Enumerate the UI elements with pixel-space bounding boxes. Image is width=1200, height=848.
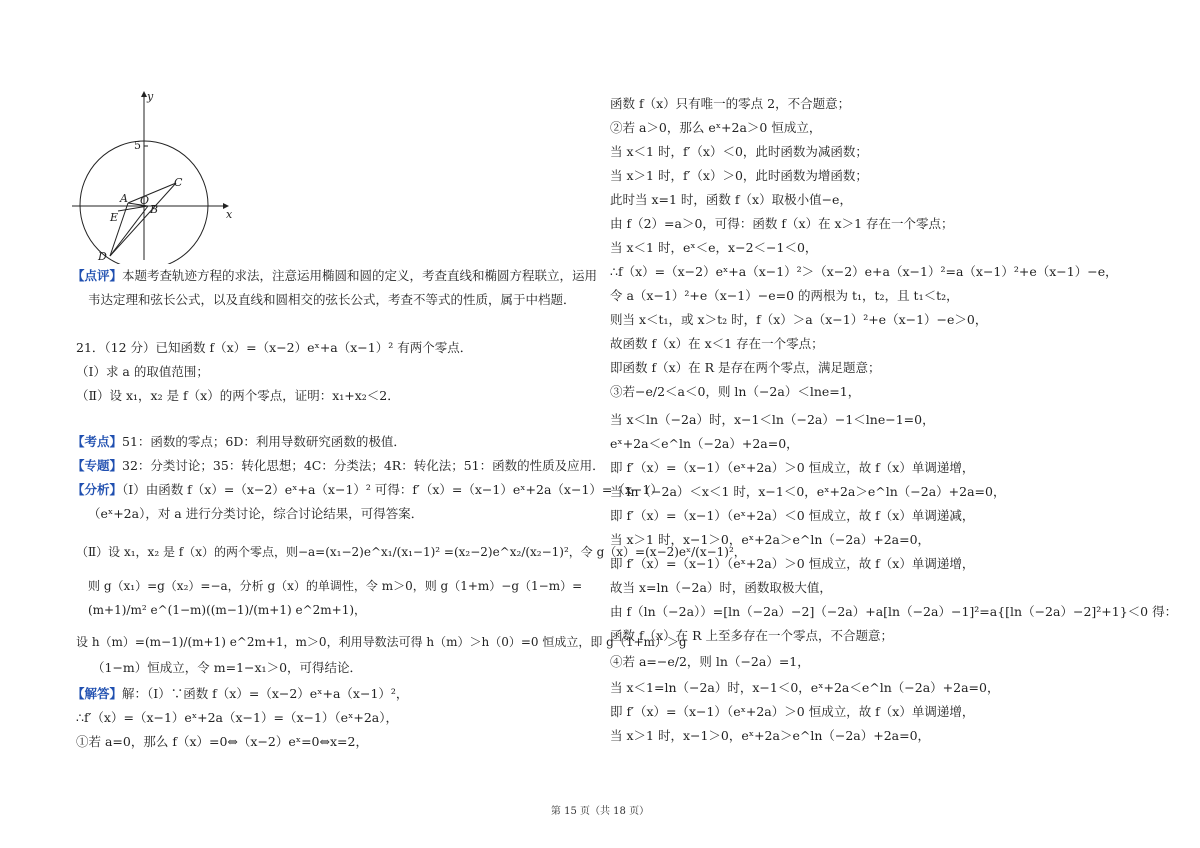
fenxi-text-5: (m+1)/m² e^(1−m)((m−1)/(m+1) e^2m+1)，	[88, 603, 367, 617]
right-line-15: eˣ+2a＜e^ln（−2a）+2a=0，	[610, 436, 799, 451]
q21-title: 21．（12 分）已知函数 f（x）=（x−2）eˣ+a（x−1）² 有两个零点．	[76, 340, 473, 355]
right-line-27: 当 x＞1 时，x−1＞0，eˣ+2a＞e^ln（−2a）+2a=0，	[610, 728, 931, 743]
fenxi-text-1: （Ⅰ）由函数 f（x）=（x−2）eˣ+a（x−1）² 可得：f′（x）=（x−1）eˣ+2a（x−1）=（x−1）	[122, 482, 663, 497]
jieda-tag: 【解答】	[72, 686, 123, 701]
right-line-23: 函数 f（x）在 R 上至多存在一个零点，不合题意；	[610, 628, 894, 643]
right-line-17: 当 ln（−2a）＜x＜1 时，x−1＜0，eˣ+2a＞e^ln（−2a）+2a=0，	[610, 484, 1006, 499]
right-line-26: 即 f′（x）=（x−1）（eˣ+2a）＞0 恒成立，故 f（x）单调递增，	[610, 704, 975, 719]
right-line-9: 令 a（x−1）²+e（x−1）−e=0 的两根为 t₁，t₂，且 t₁＜t₂，	[610, 288, 959, 303]
right-line-12: 即函数 f（x）在 R 是存在两个零点，满足题意；	[610, 360, 881, 375]
label-5: 5	[134, 139, 141, 152]
right-line-22: 由 f（ln（−2a））=[ln（−2a）−2]（−2a）+a[ln（−2a）−1]²=a{[ln（−2a）−2]²+1}＜0 得：	[610, 604, 1178, 619]
page-footer: 第 15 页（共 18 页）	[550, 806, 650, 817]
fenxi-text-2: （eˣ+2a），对 a 进行分类讨论，综合讨论结果，可得答案．	[88, 506, 424, 521]
right-line-18: 即 f′（x）=（x−1）（eˣ+2a）＜0 恒成立，故 f（x）单调递减，	[610, 508, 975, 523]
right-line-16: 即 f′（x）=（x−1）（eˣ+2a）＞0 恒成立，故 f（x）单调递增，	[610, 460, 975, 475]
fenxi-line-1	[72, 482, 663, 498]
right-line-10: 则当 x＜t₁，或 x＞t₂ 时，f（x）＞a（x−1）²+e（x−1）−e＞0，	[610, 312, 988, 327]
fenxi-tag: 【分析】	[72, 482, 123, 497]
label-O: O	[140, 194, 150, 207]
zhuanti-text: 32：分类讨论；35：转化思想；4C：分类法；4R：转化法；51：函数的性质及应用．	[122, 458, 605, 473]
chord-AC	[128, 183, 176, 203]
geometry-figure	[68, 88, 238, 264]
fenxi-text-6: 设 h（m）=(m−1)/(m+1) e^2m+1，m＞0，利用导数法可得 h（m）＞h（0）=0 恒成立，即 g（1+m）＞g	[76, 635, 687, 649]
right-line-6: 由 f（2）=a＞0，可得：函数 f（x）在 x＞1 存在一个零点；	[610, 216, 954, 231]
right-line-11: 故函数 f（x）在 x＜1 存在一个零点；	[610, 336, 824, 351]
right-line-3: 当 x＜1 时，f′（x）＜0，此时函数为减函数；	[610, 144, 868, 159]
right-line-21: 故当 x=ln（−2a）时，函数取极大值，	[610, 580, 832, 595]
label-A: A	[120, 192, 128, 205]
kaodian-line	[72, 434, 406, 450]
right-line-20: 即 f′（x）=（x−1）（eˣ+2a）＞0 恒成立，故 f（x）单调递增，	[610, 556, 975, 571]
right-line-7: 当 x＜1 时，eˣ＜e，x−2＜−1＜0，	[610, 240, 818, 255]
label-D: D	[98, 250, 107, 263]
right-line-2: ②若 a＞0，那么 eˣ+2a＞0 恒成立，	[610, 120, 822, 135]
fenxi-text-7: （1−m）恒成立，令 m=1−x₁＞0，可得结论．	[92, 660, 363, 675]
right-line-13: ③若−e/2＜a＜0，则 ln（−2a）＜lne=1，	[610, 384, 861, 399]
zhuanti-tag: 【专题】	[72, 458, 123, 473]
dianping-tag: 【点评】	[72, 268, 123, 283]
dianping-text-1: 本题考查轨迹方程的求法，注意运用椭圆和圆的定义，考查直线和椭圆方程联立，运用	[122, 268, 598, 283]
jieda-line-1	[72, 686, 408, 702]
right-line-19: 当 x＞1 时，x−1＞0，eˣ+2a＞e^ln（−2a）+2a=0，	[610, 532, 931, 547]
right-line-1: 函数 f（x）只有唯一的零点 2，不合题意；	[610, 96, 851, 111]
label-E: E	[110, 211, 119, 224]
fenxi-text-4: 则 g（x₁）=g（x₂）=−a，分析 g（x）的单调性，令 m＞0，则 g（1+m）−g（1−m）=	[88, 579, 583, 593]
label-C: C	[174, 176, 183, 189]
jieda-text-2: ∴f′（x）=（x−1）eˣ+2a（x−1）=（x−1）（eˣ+2a），	[76, 710, 398, 725]
kaodian-tag: 【考点】	[72, 434, 123, 449]
zhuanti-line	[72, 458, 605, 474]
right-line-14: 当 x＜ln（−2a）时，x−1＜ln（−2a）−1＜lne−1=0，	[610, 412, 935, 427]
right-line-24: ④若 a=−e/2，则 ln（−2a）=1，	[610, 654, 810, 669]
right-line-5: 此时当 x=1 时，函数 f（x）取极小值−e，	[610, 192, 852, 207]
q21-part2: （Ⅱ）设 x₁，x₂ 是 f（x）的两个零点，证明：x₁+x₂＜2．	[76, 388, 400, 403]
q21-part1: （Ⅰ）求 a 的取值范围；	[76, 364, 209, 379]
kaodian-text: 51：函数的零点；6D：利用导数研究函数的极值．	[122, 434, 406, 449]
label-x: x	[226, 208, 233, 221]
label-y: y	[147, 90, 154, 103]
right-line-8: ∴f（x）=（x−2）eˣ+a（x−1）²＞（x−2）e+a（x−1）²=a（x−1）²+e（x−1）−e，	[610, 264, 1118, 279]
right-line-4: 当 x＞1 时，f′（x）＞0，此时函数为增函数；	[610, 168, 868, 183]
dianping-line-1	[72, 268, 597, 284]
right-line-25: 当 x＜1=ln（−2a）时，x−1＜0，eˣ+2a＜e^ln（−2a）+2a=0，	[610, 680, 1000, 695]
jieda-text-3: ①若 a=0，那么 f（x）=0⇔（x−2）eˣ=0⇔x=2，	[76, 734, 368, 749]
label-B: B	[150, 203, 159, 216]
fenxi-text-3: （Ⅱ）设 x₁，x₂ 是 f（x）的两个零点，则−a=(x₁−2)e^x₁/(x₁−1)² =(x₂−2)e^x₂/(x₂−1)²，令 g（x）=(x−2)eˣ/(x−1)²，	[76, 545, 746, 559]
dianping-text-2: 韦达定理和弦长公式，以及直线和圆相交的弦长公式，考查不等式的性质，属于中档题．	[88, 292, 576, 307]
jieda-text-1: 解：（Ⅰ）∵函数 f（x）=（x−2）eˣ+a（x−1）²，	[122, 686, 409, 701]
